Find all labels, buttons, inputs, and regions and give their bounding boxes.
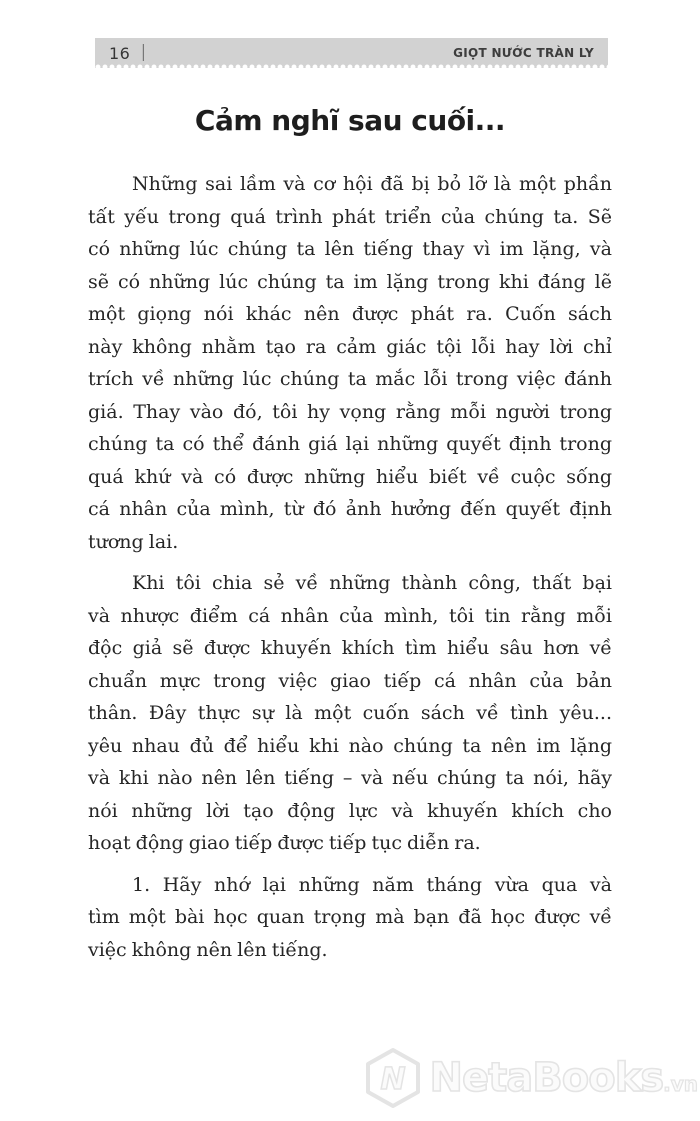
book-title: GIỌT NƯỚC TRÀN LY	[453, 46, 594, 60]
text-line: yêu nhau đủ để hiểu khi nào chúng ta nên im lặng	[88, 734, 612, 757]
text-line: độc giả sẽ được khuyến khích tìm hiểu sâu hơn về	[88, 637, 612, 659]
header-left	[109, 43, 146, 63]
text-line: thân. Đây thực sự là một cuốn sách về tình yêu...	[88, 702, 612, 724]
text-line: trích về những lúc chúng ta mắc lỗi trong việc đánh	[88, 368, 612, 390]
text-line: tương lai.	[88, 530, 179, 553]
paragraph	[88, 168, 612, 558]
running-header	[95, 38, 608, 68]
text-line: giá. Thay vào đó, tôi hy vọng rằng mỗi người trong	[88, 400, 612, 423]
text-line: Khi tôi chia sẻ về những thành công, thất bại	[132, 572, 612, 594]
text-line: có những lúc chúng ta lên tiếng thay vì im lặng, và	[88, 238, 612, 260]
watermark	[364, 1047, 698, 1109]
watermark-tld: .vn	[663, 1072, 698, 1096]
text-line: việc không nên lên tiếng.	[88, 938, 328, 961]
chapter-title: Cảm nghĩ sau cuối...	[194, 104, 506, 137]
text-line: này không nhằm tạo ra cảm giác tội lỗi hay lời chỉ	[88, 335, 612, 358]
text-line: hoạt động giao tiếp được tiếp tục diễn ra.	[88, 832, 481, 854]
text-line: cá nhân của mình, từ đó ảnh hưởng đến quyết định	[88, 498, 612, 520]
page-number: 16	[109, 43, 131, 63]
text-line: chúng ta có thể đánh giá lại những quyết định trong	[88, 433, 612, 455]
paragraph	[88, 567, 612, 860]
text-line: chuẩn mực trong việc giao tiếp cá nhân của bản	[88, 669, 612, 692]
text-line: nói những lời tạo động lực và khuyến khích cho	[88, 799, 612, 822]
watermark-name: NetaBooks	[429, 1055, 664, 1101]
text-line: sẽ có những lúc chúng ta im lặng trong khi đáng lẽ	[88, 270, 612, 293]
text-line: 1. Hãy nhớ lại những năm tháng vừa qua và	[132, 873, 612, 896]
text-line: tất yếu trong quá trình phát triển của chúng ta. Sẽ	[88, 205, 612, 228]
text-line: tìm một bài học quan trọng mà bạn đã học được về	[88, 906, 612, 928]
text-line: Những sai lầm và cơ hội đã bị bỏ lỡ là một phần	[132, 173, 612, 195]
netabooks-logo-icon	[364, 1047, 422, 1109]
logo-letter: N	[379, 1062, 406, 1097]
text-line: và khi nào nên lên tiếng – và nếu chúng ta nói, hãy	[88, 767, 612, 789]
text-line: quá khứ và có được những hiểu biết về cuộc sống	[88, 465, 612, 488]
text-line: một giọng nói khác nên được phát ra. Cuốn sách	[88, 303, 612, 325]
header-divider: |	[140, 42, 147, 62]
paragraph	[88, 869, 612, 967]
watermark-text	[429, 1055, 698, 1101]
body-text	[88, 168, 612, 975]
text-line: và nhược điểm cá nhân của mình, tôi tin rằng mỗi	[88, 604, 612, 627]
